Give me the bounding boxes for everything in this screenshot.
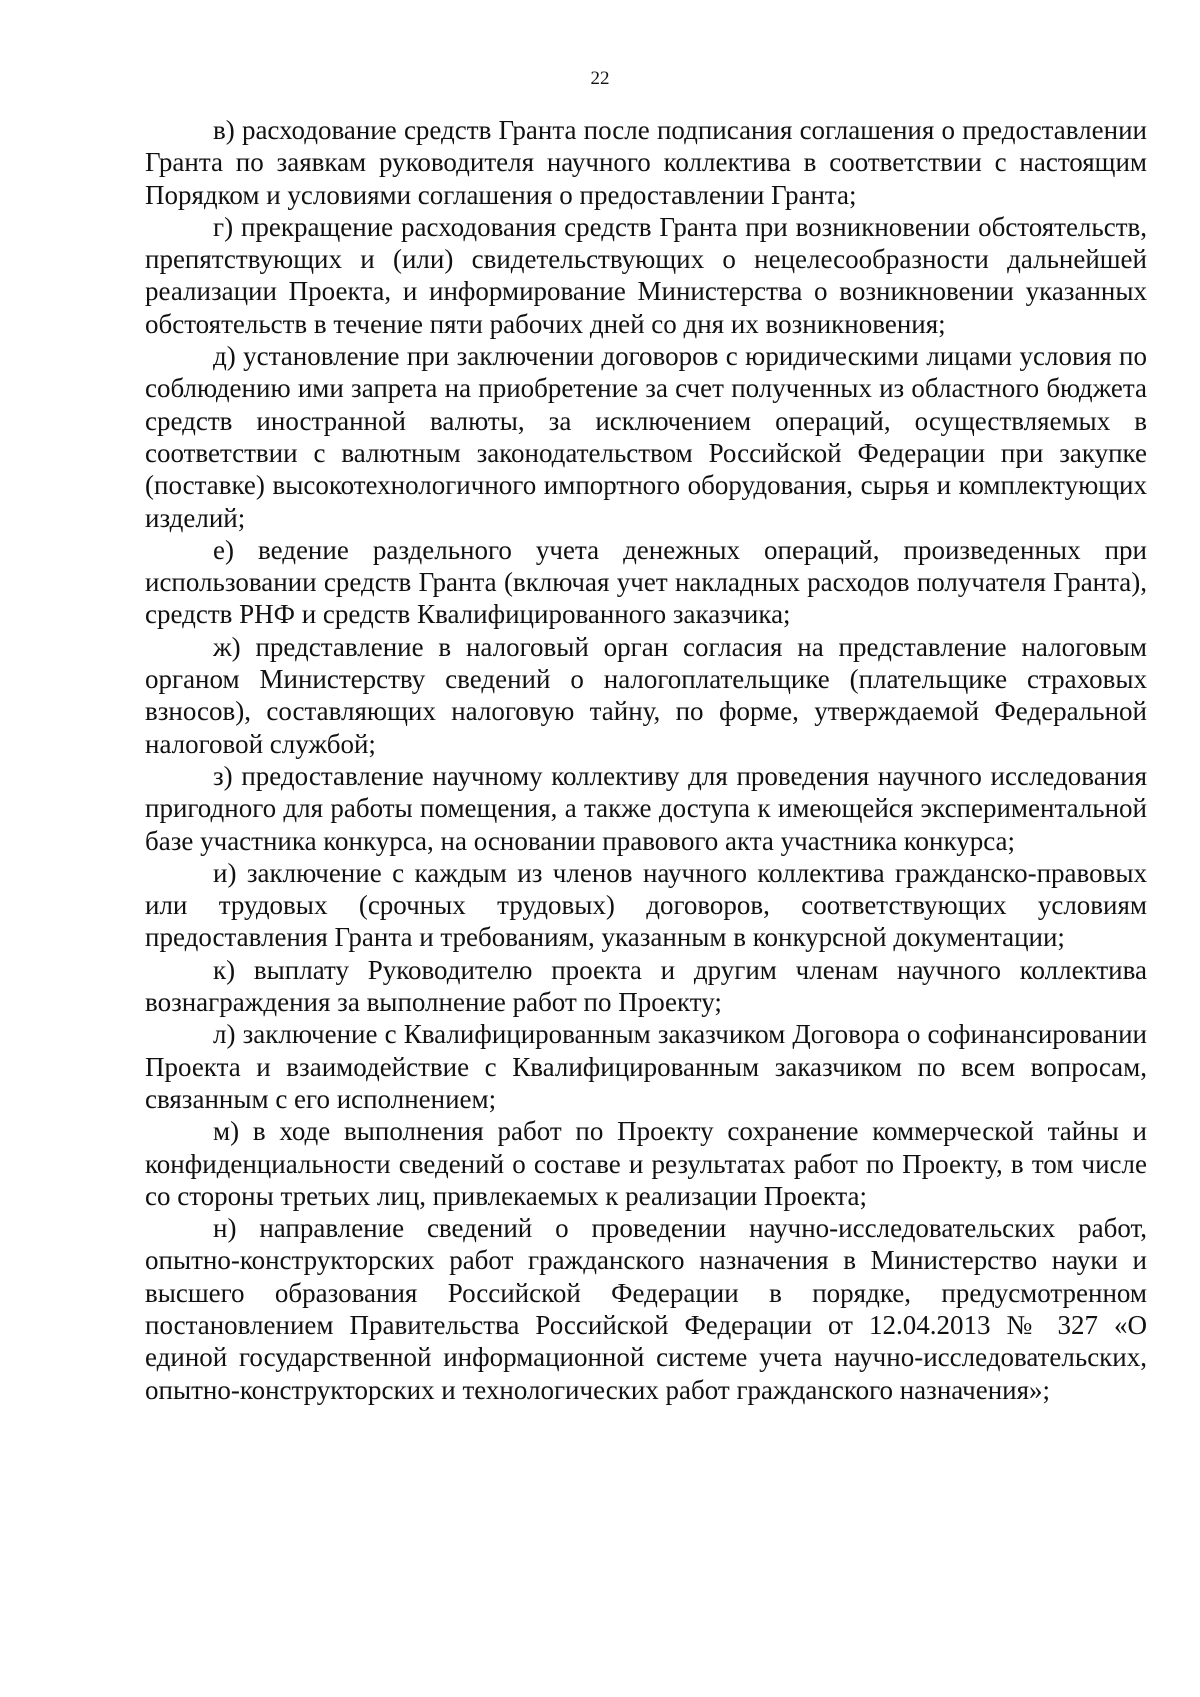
paragraph-i: и) заключение с каждым из членов научного коллектива гражданско-правовых или трудовых (срочных трудовых) договоров, соответствующих условиям предоставления Гранта и требованиям, указанным в конкурсной документации; xyxy=(145,857,1147,953)
paragraph-v: в) расходование средств Гранта после подписания соглашения о предоставлении Гранта по заявкам руководителя научного коллектива в соответствии с настоящим Порядком и условиями соглашения о предоставлении Гранта; xyxy=(145,115,1147,210)
paragraph-k: к) выплату Руководителю проекта и другим членам научного коллектива вознаграждения за выполнение работ по Проекту; xyxy=(145,954,1147,1018)
paragraph-zh: ж) представление в налоговый орган согласия на представление налоговым органом Министерству сведений о налогоплательщике (плательщике страховых взносов), составляющих налоговую тайну, по форме, утверждаемой Федеральной налоговой службой; xyxy=(145,631,1147,759)
paragraph-n: н) направление сведений о проведении научно-исследовательских работ, опытно-конструкторских работ гражданского назначения в Министерство науки и высшего образования Российской Федерации в порядке, предусмотренном постановлением Правительства Российской Федерации от 12.04.2013 № 327 «О единой государственной информационной системе учета научно-исследовательских, опытно-конструкторских и технологических работ гражданского назначения»; xyxy=(145,1213,1147,1405)
paragraph-g: г) прекращение расходования средств Гранта при возникновении обстоятельств, препятствующих и (или) свидетельствующих о нецелесообразности дальнейшей реализации Проекта, и информирование Министерства о возникновении указанных обстоятельств в течение пяти рабочих дней со дня их возникновения; xyxy=(145,211,1147,339)
paragraph-e: е) ведение раздельного учета денежных операций, произведенных при использовании средств Гранта (включая учет накладных расходов получателя Гранта), средств РНФ и средств Квалифицированного заказчика; xyxy=(145,534,1147,630)
paragraph-z: з) предоставление научному коллективу для проведения научного исследования пригодного для работы помещения, а также доступа к имеющейся экспериментальной базе участника конкурса, на основании правового акта участника конкурса; xyxy=(145,760,1147,856)
document-body xyxy=(145,114,1147,1406)
page-number: 22 xyxy=(590,68,610,89)
paragraph-l: л) заключение с Квалифицированным заказчиком Договора о софинансировании Проекта и взаимодействие с Квалифицированным заказчиком по всем вопросам, связанным с его исполнением; xyxy=(145,1019,1147,1114)
paragraph-d: д) установление при заключении договоров с юридическими лицами условия по соблюдению ими запрета на приобретение за счет полученных из областного бюджета средств иностранной валюты, за исключением операций, осуществляемых в соответствии с валютным законодательством Российской Федерации при закупке (поставке) высокотехнологичного импортного оборудования, сырья и комплектующих изделий; xyxy=(145,341,1147,533)
paragraph-m: м) в ходе выполнения работ по Проекту сохранение коммерческой тайны и конфиденциальности сведений о составе и результатах работ по Проекту, в том числе со стороны третьих лиц, привлекаемых к реализации Проекта; xyxy=(145,1116,1147,1211)
